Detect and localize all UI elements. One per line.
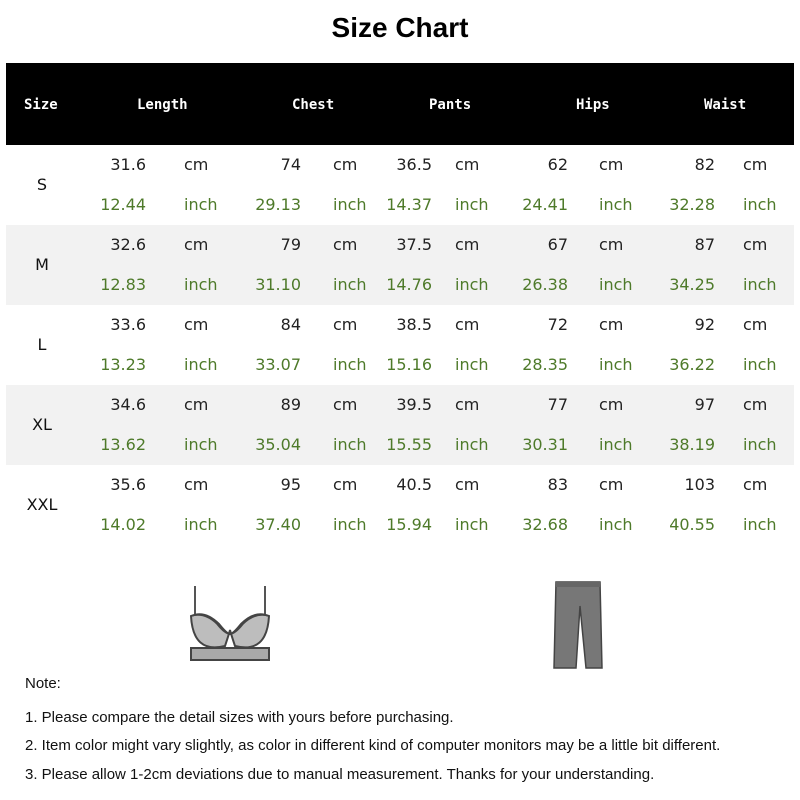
cm-value: 89 xyxy=(280,395,301,414)
inch-unit-label: inch xyxy=(599,275,633,294)
cm-unit-label: cm xyxy=(743,315,768,334)
header-size: Size xyxy=(24,97,58,113)
cm-value: 35.6 xyxy=(110,475,146,494)
inch-value: 32.68 xyxy=(522,515,568,534)
table-row xyxy=(6,465,794,545)
inch-unit-label: inch xyxy=(333,275,367,294)
inch-unit-label: inch xyxy=(743,355,777,374)
table-header xyxy=(6,63,794,145)
size-label: XXL xyxy=(26,495,58,514)
cm-value: 33.6 xyxy=(110,315,146,334)
cm-unit-label: cm xyxy=(333,395,358,414)
inch-unit-label: inch xyxy=(184,275,218,294)
cm-unit-label: cm xyxy=(599,475,624,494)
inch-value: 40.55 xyxy=(669,515,715,534)
cm-value: 84 xyxy=(280,315,301,334)
cm-value: 74 xyxy=(280,155,301,174)
inch-unit-label: inch xyxy=(333,515,367,534)
header-hips: Hips xyxy=(576,97,610,113)
cm-unit-label: cm xyxy=(184,395,209,414)
inch-value: 38.19 xyxy=(669,435,715,454)
cm-unit-label: cm xyxy=(743,235,768,254)
inch-unit-label: inch xyxy=(455,275,489,294)
note-item-3: 3. Please allow 1-2cm deviations due to manual measurement. Thanks for your understanding. xyxy=(25,766,655,783)
cm-unit-label: cm xyxy=(455,475,480,494)
cm-unit-label: cm xyxy=(333,475,358,494)
cm-value: 40.5 xyxy=(396,475,432,494)
inch-value: 13.23 xyxy=(100,355,146,374)
cm-value: 79 xyxy=(280,235,301,254)
cm-unit-label: cm xyxy=(743,155,768,174)
inch-unit-label: inch xyxy=(455,515,489,534)
inch-value: 14.37 xyxy=(386,195,432,214)
inch-value: 15.16 xyxy=(386,355,432,374)
inch-value: 13.62 xyxy=(100,435,146,454)
inch-unit-label: inch xyxy=(743,435,777,454)
inch-unit-label: inch xyxy=(184,435,218,454)
inch-value: 24.41 xyxy=(522,195,568,214)
size-label: XL xyxy=(32,415,52,434)
cm-unit-label: cm xyxy=(184,235,209,254)
cm-value: 95 xyxy=(280,475,301,494)
inch-unit-label: inch xyxy=(184,355,218,374)
inch-value: 28.35 xyxy=(522,355,568,374)
inch-unit-label: inch xyxy=(184,515,218,534)
cm-value: 62 xyxy=(547,155,568,174)
cm-unit-label: cm xyxy=(333,155,358,174)
inch-unit-label: inch xyxy=(743,515,777,534)
inch-value: 26.38 xyxy=(522,275,568,294)
inch-value: 29.13 xyxy=(255,195,301,214)
cm-value: 32.6 xyxy=(110,235,146,254)
table-row xyxy=(6,305,794,385)
cm-value: 67 xyxy=(547,235,568,254)
cm-unit-label: cm xyxy=(184,475,209,494)
inch-unit-label: inch xyxy=(599,195,633,214)
inch-value: 32.28 xyxy=(669,195,715,214)
inch-value: 35.04 xyxy=(255,435,301,454)
inch-value: 31.10 xyxy=(255,275,301,294)
cm-unit-label: cm xyxy=(455,235,480,254)
header-chest: Chest xyxy=(292,97,335,113)
cm-unit-label: cm xyxy=(333,315,358,334)
cm-unit-label: cm xyxy=(184,155,209,174)
inch-unit-label: inch xyxy=(455,355,489,374)
inch-unit-label: inch xyxy=(455,435,489,454)
header-pants: Pants xyxy=(429,97,472,113)
cm-unit-label: cm xyxy=(184,315,209,334)
page-title: Size Chart xyxy=(331,12,469,43)
inch-unit-label: inch xyxy=(333,355,367,374)
size-label: S xyxy=(36,175,48,194)
inch-value: 12.44 xyxy=(100,195,146,214)
cm-value: 36.5 xyxy=(396,155,432,174)
inch-unit-label: inch xyxy=(743,275,777,294)
cm-value: 83 xyxy=(547,475,568,494)
size-label: M xyxy=(35,255,49,274)
inch-value: 37.40 xyxy=(255,515,301,534)
cm-value: 77 xyxy=(547,395,568,414)
cm-value: 103 xyxy=(684,475,715,494)
cm-value: 39.5 xyxy=(396,395,432,414)
cm-unit-label: cm xyxy=(599,315,624,334)
table-row xyxy=(6,225,794,305)
inch-unit-label: inch xyxy=(184,195,218,214)
cm-unit-label: cm xyxy=(455,155,480,174)
inch-value: 15.94 xyxy=(386,515,432,534)
pants-icon xyxy=(550,578,606,670)
size-label: L xyxy=(37,335,47,354)
cm-unit-label: cm xyxy=(455,395,480,414)
inch-value: 36.22 xyxy=(669,355,715,374)
cm-value: 97 xyxy=(694,395,715,414)
inch-unit-label: inch xyxy=(599,435,633,454)
note-item-2: 2. Item color might vary slightly, as color in different kind of computer monitors may be a little bit different. xyxy=(25,737,721,754)
cm-value: 82 xyxy=(694,155,715,174)
inch-unit-label: inch xyxy=(599,515,633,534)
bra-icon xyxy=(185,584,275,664)
cm-value: 38.5 xyxy=(396,315,432,334)
note-heading: Note: xyxy=(25,675,61,692)
inch-value: 33.07 xyxy=(255,355,301,374)
cm-value: 92 xyxy=(694,315,715,334)
cm-value: 72 xyxy=(547,315,568,334)
cm-unit-label: cm xyxy=(743,395,768,414)
inch-unit-label: inch xyxy=(743,195,777,214)
inch-value: 14.02 xyxy=(100,515,146,534)
header-waist: Waist xyxy=(704,97,747,113)
table-row xyxy=(6,145,794,225)
cm-unit-label: cm xyxy=(743,475,768,494)
inch-unit-label: inch xyxy=(333,195,367,214)
cm-value: 34.6 xyxy=(110,395,146,414)
cm-unit-label: cm xyxy=(599,155,624,174)
inch-value: 30.31 xyxy=(522,435,568,454)
inch-unit-label: inch xyxy=(333,435,367,454)
inch-value: 12.83 xyxy=(100,275,146,294)
table-row xyxy=(6,385,794,465)
inch-unit-label: inch xyxy=(599,355,633,374)
cm-unit-label: cm xyxy=(599,395,624,414)
inch-value: 15.55 xyxy=(386,435,432,454)
note-item-1: 1. Please compare the detail sizes with yours before purchasing. xyxy=(25,709,454,726)
inch-unit-label: inch xyxy=(455,195,489,214)
cm-unit-label: cm xyxy=(599,235,624,254)
cm-value: 37.5 xyxy=(396,235,432,254)
cm-value: 87 xyxy=(694,235,715,254)
cm-unit-label: cm xyxy=(455,315,480,334)
inch-value: 34.25 xyxy=(669,275,715,294)
inch-value: 14.76 xyxy=(386,275,432,294)
header-length: Length xyxy=(137,97,188,113)
cm-unit-label: cm xyxy=(333,235,358,254)
cm-value: 31.6 xyxy=(110,155,146,174)
